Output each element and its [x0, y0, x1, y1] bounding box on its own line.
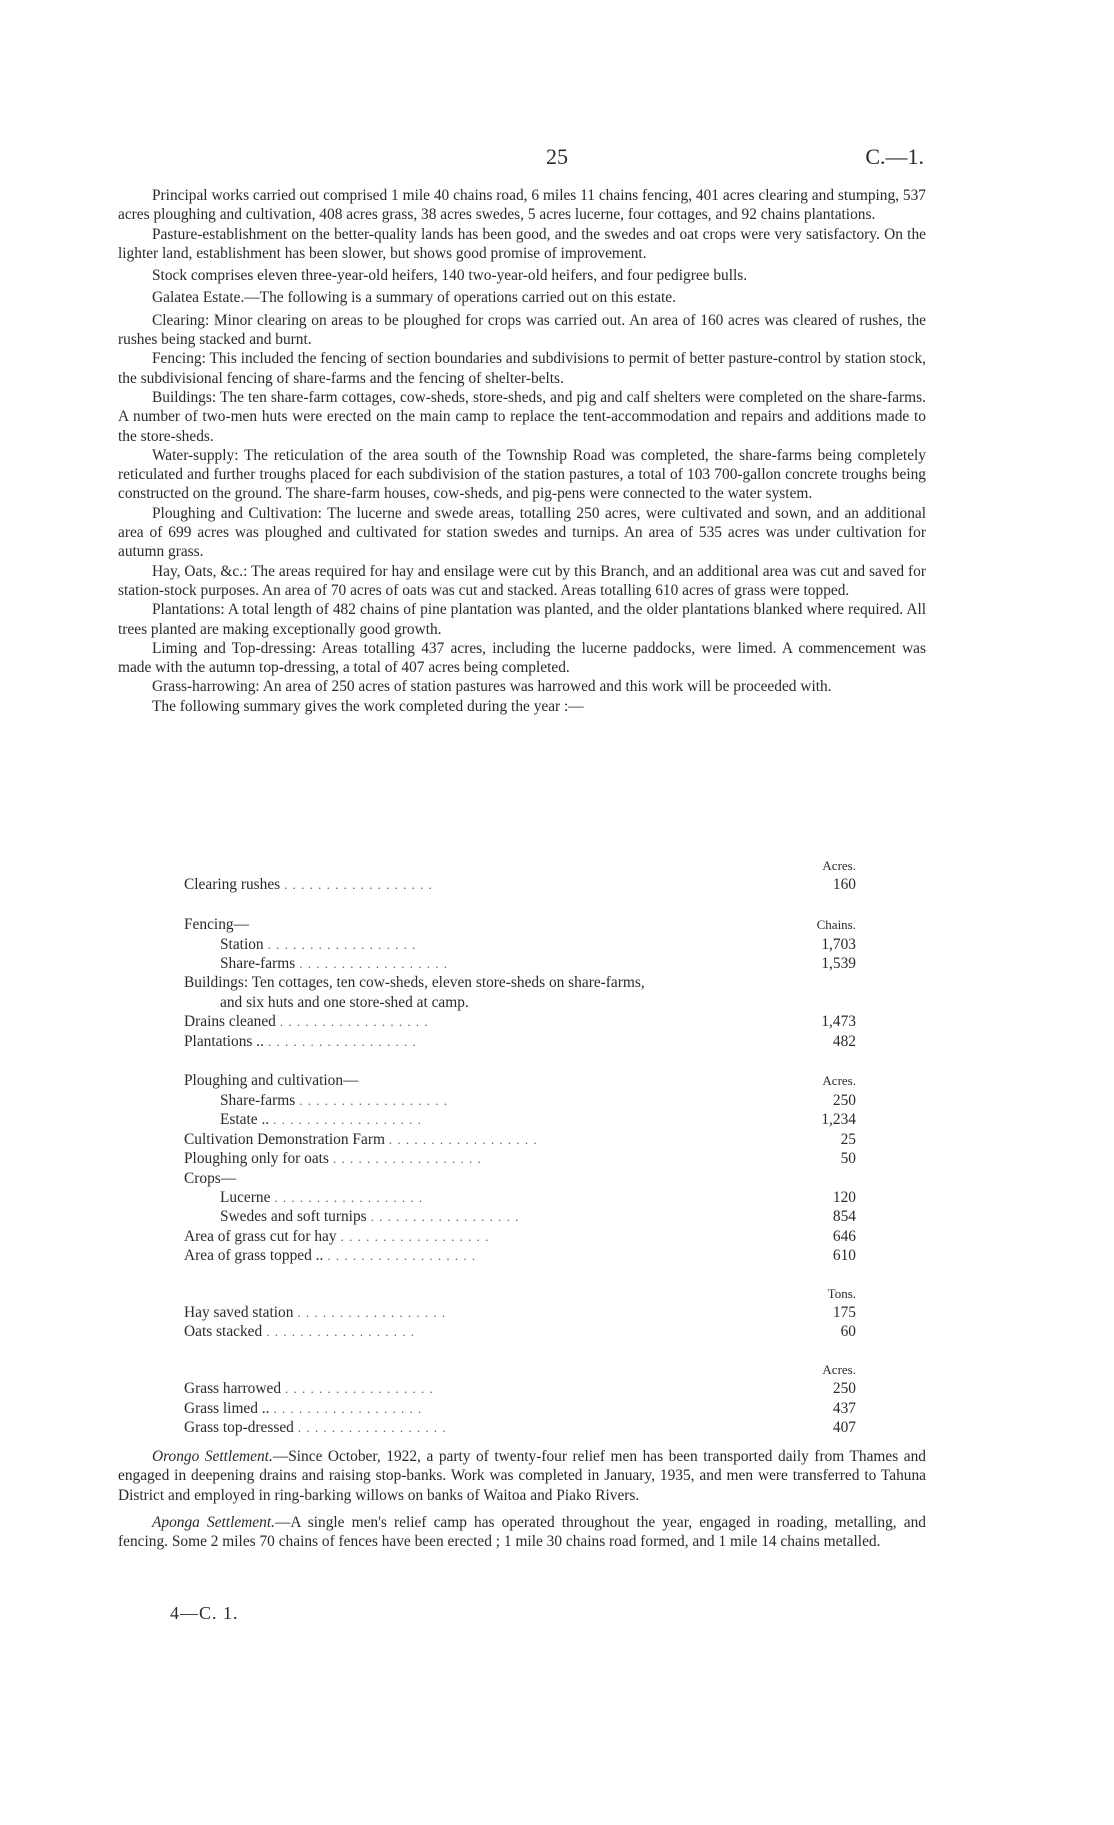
- summary-row-hay-saved: [184, 1303, 860, 1322]
- row-label: Area of grass topped ..: [184, 1247, 324, 1265]
- buildings-line-2: and six huts and one store-shed at camp.: [220, 993, 469, 1011]
- leader-dots: . . . . . . . . . . . . . . . . . .: [332, 1151, 482, 1167]
- leader-dots: . . . . . . . . . . . . . . . . . .: [370, 1209, 520, 1225]
- row-label: Cultivation Demonstration Farm: [184, 1130, 385, 1148]
- paragraph-water-supply: Water-supply: The reticulation of the area south of the Township Road was completed, the share-farms being completely reticulated and further troughs placed for each subdivision of the station pastures, a total of 103 700-gallon concrete troughs being constructed on the ground. The share-farm houses, cow-sheds, and pig-pens were connected to the water system.: [118, 446, 926, 503]
- summary-row-plantations: [184, 1032, 860, 1051]
- row-label: Share-farms: [220, 1091, 296, 1109]
- summary-row-grass-hay: [184, 1227, 860, 1246]
- leader-dots: . . . . . . . . . . . . . . . . . .: [267, 1033, 417, 1049]
- leader-dots: . . . . . . . . . . . . . . . . . .: [388, 1131, 538, 1147]
- leader-dots: . . . . . . . . . . . . . . . . . .: [273, 1400, 423, 1416]
- leader-dots: . . . . . . . . . . . . . . . . . .: [266, 1324, 415, 1340]
- leader-dots: . . . . . . . . . . . . . . . . . .: [273, 1112, 422, 1128]
- row-label: Area of grass cut for hay: [184, 1227, 337, 1245]
- page-footer-signature: 4—C. 1.: [170, 1603, 239, 1623]
- summary-row-grass-top-dressed: [184, 1418, 860, 1437]
- paragraph-liming: Liming and Top-dressing: Areas totalling 437 acres, including the lucerne paddocks, were limed. A commencement was made with the autumn top-dressing, a total of 407 acres being completed.: [118, 639, 926, 677]
- row-value: 250: [832, 1380, 856, 1398]
- leader-dots: . . . . . . . . . . . . . . . . . .: [284, 877, 433, 893]
- row-value: 160: [832, 876, 856, 894]
- paragraph-principal-works: Principal works carried out comprised 1 mile 40 chains road, 6 miles 11 chains fencing, 401 acres clearing and stumping, 537 acres ploughing and cultivation, 408 acres grass, 38 acres swedes, 5 acres lucerne, four cottages, and 92 chains plantations.: [118, 187, 926, 224]
- row-label: Plantations ..: [184, 1032, 264, 1050]
- crops-heading: Crops—: [184, 1169, 237, 1187]
- summary-row-drains: [184, 1012, 860, 1031]
- summary-row-clearing: [184, 875, 860, 894]
- unit-acres: Acres.: [822, 858, 856, 873]
- row-value: 50: [840, 1150, 856, 1168]
- summary-row-fencing-share-farms: [184, 954, 860, 973]
- paragraph-fencing: Fencing: This included the fencing of section boundaries and subdivisions to permit of better pasture-control by station stock, the subdivisional fencing of share-farms and the fencing of shelter-belts.: [118, 350, 926, 387]
- paragraph-aponga: [118, 1513, 926, 1552]
- buildings-line-1: Buildings: Ten cottages, ten cow-sheds, eleven store-sheds on share-farms,: [184, 974, 645, 992]
- leader-dots: . . . . . . . . . . . . . . . . . .: [327, 1248, 477, 1264]
- work-summary-table: [184, 856, 860, 1437]
- row-value: 175: [832, 1303, 856, 1321]
- row-label: Station: [220, 935, 264, 953]
- page-number: 25: [546, 144, 568, 169]
- row-value: 1,473: [821, 1013, 856, 1031]
- paragraph-plantations: Plantations: A total length of 482 chains of pine plantation was planted, and the older plantations blanked where required. All trees planted are making exceptionally good growth.: [118, 601, 926, 638]
- fencing-heading: Fencing—: [184, 916, 249, 934]
- row-label: Grass top-dressed: [184, 1418, 294, 1436]
- unit-tons: Tons.: [827, 1285, 856, 1301]
- summary-row-grass-limed: [184, 1399, 860, 1418]
- row-label: Clearing rushes: [184, 876, 281, 894]
- paragraph-pasture: Pasture-establishment on the better-quality lands has been good, and the swedes and oat crops were very satisfactory. On the lighter land, establishment has been slower, but shows good promise of improvement.: [118, 225, 926, 262]
- summary-row-buildings: [184, 973, 860, 1012]
- row-value: 250: [832, 1091, 856, 1109]
- aponga-title: Aponga Settlement.: [152, 1513, 275, 1531]
- paragraph-galatea-intro: Galatea Estate.—The following is a summary of operations carried out on this estate.: [152, 289, 676, 307]
- unit-acres-grass: Acres.: [822, 1361, 856, 1377]
- summary-row-oats-stacked: [184, 1322, 860, 1341]
- document-reference: C.—1.: [865, 144, 924, 169]
- row-label: Drains cleaned: [184, 1013, 276, 1031]
- row-value: 60: [840, 1323, 856, 1341]
- paragraph-buildings: Buildings: The ten share-farm cottages, cow-sheds, store-sheds, and pig and calf shelters were completed on the share-farms. A number of two-men huts were erected on the main camp to replace the tent-accommodation and repairs and additions made to the store-sheds.: [118, 388, 926, 445]
- summary-row-grass-harrowed: [184, 1379, 860, 1398]
- paragraph-ploughing: Ploughing and Cultivation: The lucerne and swede areas, totalling 250 acres, were cultivated and sown, and an additional area of 699 acres was ploughed and cultivated for station swedes and turnips. An area of 535 acres was under cultivation for autumn grass.: [118, 504, 926, 561]
- leader-dots: . . . . . . . . . . . . . . . . . .: [299, 1092, 448, 1108]
- paragraph-clearing: Clearing: Minor clearing on areas to be ploughed for crops was carried out. An area of 160 acres was cleared of rushes, the rushes being stacked and burnt.: [118, 311, 926, 349]
- leader-dots: . . . . . . . . . . . . . . . . . .: [297, 1419, 447, 1435]
- report-body: [118, 186, 926, 716]
- row-label: Swedes and soft turnips: [220, 1208, 367, 1226]
- leader-dots: . . . . . . . . . . . . . . . . . .: [274, 1189, 424, 1205]
- row-label: Oats stacked: [184, 1323, 263, 1341]
- summary-row-cultivation-demo: [184, 1130, 860, 1149]
- row-value: 1,234: [821, 1111, 856, 1129]
- row-label: Grass harrowed: [184, 1380, 282, 1398]
- row-label: Share-farms: [220, 955, 296, 973]
- row-value: 610: [832, 1247, 856, 1265]
- row-value: 25: [840, 1130, 856, 1148]
- orongo-text: —Since October, 1922, a party of twenty-four relief men has been transported daily from Thames and engaged in deepening drains and raising stop-banks. Work was completed in January, 1935, and men were transferred to Tahuna District and employed in ring-barking willows on banks of Waitoa and Piako Rivers.: [118, 1448, 926, 1504]
- summary-row-crops-swedes: [184, 1207, 860, 1226]
- row-label: Estate ..: [220, 1111, 270, 1129]
- aponga-text: —A single men's relief camp has operated throughout the year, engaged in roading, metalling, and fencing. Some 2 miles 70 chains of fences have been erected ; 1 mile 30 chains road formed, and 1 mile 14 chains metalled.: [118, 1513, 926, 1551]
- leader-dots: . . . . . . . . . . . . . . . . . .: [279, 1014, 429, 1030]
- summary-row-crops-lucerne: [184, 1188, 860, 1207]
- leader-dots: . . . . . . . . . . . . . . . . . .: [297, 1304, 447, 1320]
- row-label: Grass limed ..: [184, 1399, 270, 1417]
- row-value: 1,703: [821, 935, 856, 953]
- unit-chains: Chains.: [816, 916, 856, 932]
- row-value: 1,539: [821, 955, 856, 973]
- leader-dots: . . . . . . . . . . . . . . . . . .: [299, 956, 448, 972]
- row-value: 120: [832, 1188, 856, 1206]
- paragraph-stock: Stock comprises eleven three-year-old heifers, 140 two-year-old heifers, and four pedigree bulls.: [152, 267, 748, 285]
- leader-dots: . . . . . . . . . . . . . . . . . .: [285, 1381, 434, 1397]
- leader-dots: . . . . . . . . . . . . . . . . . .: [340, 1228, 490, 1244]
- summary-row-ploughing-oats: [184, 1149, 860, 1168]
- summary-row-fencing-station: [184, 935, 860, 954]
- ploughing-heading: Ploughing and cultivation—: [184, 1072, 359, 1090]
- summary-row-ploughing-estate: [184, 1110, 860, 1129]
- paragraph-grass-harrowing: Grass-harrowing: An area of 250 acres of station pastures was harrowed and this work will be proceeded with.: [152, 678, 832, 696]
- unit-acres-ploughing: Acres.: [822, 1073, 856, 1089]
- paragraph-orongo: [118, 1447, 926, 1505]
- orongo-title: Orongo Settlement.: [152, 1448, 273, 1465]
- row-value: 407: [832, 1418, 856, 1436]
- row-value: 646: [832, 1227, 856, 1245]
- row-label: Hay saved station: [184, 1303, 294, 1321]
- row-value: 437: [832, 1399, 856, 1417]
- paragraph-summary-intro: The following summary gives the work completed during the year :—: [152, 697, 584, 715]
- row-label: Lucerne: [220, 1188, 271, 1206]
- leader-dots: . . . . . . . . . . . . . . . . . .: [267, 936, 417, 952]
- row-label: Ploughing only for oats: [184, 1150, 329, 1168]
- paragraph-hay-oats: Hay, Oats, &c.: The areas required for hay and ensilage were cut by this Branch, and an additional area was cut and saved for station-stock purposes. An area of 70 acres of oats was cut and stacked. Areas totalling 610 acres of grass were topped.: [118, 562, 926, 599]
- summary-row-grass-topped: [184, 1246, 860, 1265]
- settlements-section: [118, 1447, 926, 1559]
- summary-row-ploughing-share-farms: [184, 1091, 860, 1110]
- row-value: 482: [832, 1032, 856, 1050]
- row-value: 854: [832, 1208, 856, 1226]
